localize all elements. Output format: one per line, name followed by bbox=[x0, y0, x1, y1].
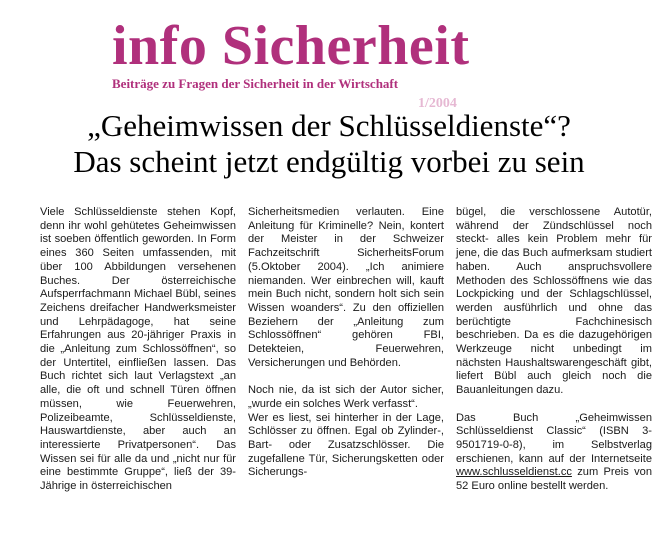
issue-number: 1/2004 bbox=[418, 96, 457, 111]
website-link[interactable]: www.schlusseldienst.cc bbox=[456, 466, 572, 479]
order-text-end: zum Preis von 52 Euro online bestellt werden. bbox=[456, 466, 652, 493]
article-column-1 bbox=[40, 206, 236, 548]
paragraph: Noch nie, da ist sich der Autor sicher, „wurde ein solches Werk verfasst“. bbox=[248, 384, 444, 410]
masthead-subtitle: Beiträge zu Fragen der Sicherheit in der Wirtschaft bbox=[112, 76, 399, 91]
masthead-title: info Sicherheit bbox=[112, 15, 470, 77]
article-headline bbox=[0, 108, 658, 180]
headline-line-2: Das scheint jetzt endgültig vorbei zu sein bbox=[73, 144, 585, 179]
paragraph: Wer es liest, sei hinterher in der Lage, Schlösser zu öffnen. Egal ob Zylinder-, Bart- oder Zusatzschlösser. Die zugefallene Tür, Sicherungsketten oder Sicherungs- bbox=[248, 411, 444, 479]
article-body bbox=[40, 206, 652, 548]
paragraph: bügel, die verschlossene Autotür, während der Zündschlüssel noch steckt- alles kein Problem mehr für jene, die das Buch aufmerksam studiert haben. Auch anspruchsvollere Methoden des Schlossöffnens wie das Lockpicking und der Schlagschlüssel, werden ausführlich und ohne das berüchtigte Fachchinesisch beschrieben. Da es die dazugehörigen Werkzeuge nicht unbedingt im nächsten Haushaltswarengeschäft gibt, liefert Bübl auch gleich noch die Bauanleitungen dazu. bbox=[456, 206, 652, 397]
masthead bbox=[112, 15, 652, 92]
order-text: Das Buch „Geheimwissen Schlüsseldienst Classic“ (ISBN 3-9501719-0-8), im Selbstverlag erschienen, kann auf der Internetseite bbox=[456, 411, 652, 465]
paragraph bbox=[456, 412, 652, 494]
article-column-3 bbox=[456, 206, 652, 548]
headline-line-1: „Geheimwissen der Schlüsseldienste“? bbox=[87, 108, 571, 143]
paragraph: Sicherheitsmedien verlauten. Eine Anleitung für Kriminelle? Nein, kontert der Meister in der Schweizer Fachzeitschrift SicherheitsForum (5.Oktober 2004). „Ich animiere niemanden. Wer einbrechen will, kauft mein Buch nicht, sondern holt sich sein Wissen woanders“. Zu den offiziellen Beziehern der „Anleitung zum Schlossöffnen“ gehören FBI, Detekteien, Feuerwehren, Versicherungen und Behörden. bbox=[248, 206, 444, 369]
article-column-2 bbox=[248, 206, 444, 548]
paragraph: Viele Schlüsseldienste stehen Kopf, denn ihr wohl gehütetes Geheimwissen ist soeben öffentlich geworden. In Form eines 360 Seiten umfassenden, mit über 100 Abbildungen versehenen Buches. Der österreichische Aufsperrfachmann Michael Bübl, seines Zeichens dreifacher Handwerksmeister und Lehrpädagoge, hat seine Erfahrungen aus 20-jähriger Praxis in die „Anleitung zum Schlossöffnen“, so der Untertitel, einfließen lassen. Das Buch richtet sich laut Verlagstext „an alle, die oft und schnell Türen öffnen müssen, wie Feuerwehren, Polizeibeamte, Schlüsseldienste, Hauswartdienste, aber auch an interessierte Privatpersonen“. Das Wissen sei für alle da und „nicht nur für eine bestimmte Gruppe“, ließ der 39-Jährige in österreichischen bbox=[40, 206, 236, 493]
